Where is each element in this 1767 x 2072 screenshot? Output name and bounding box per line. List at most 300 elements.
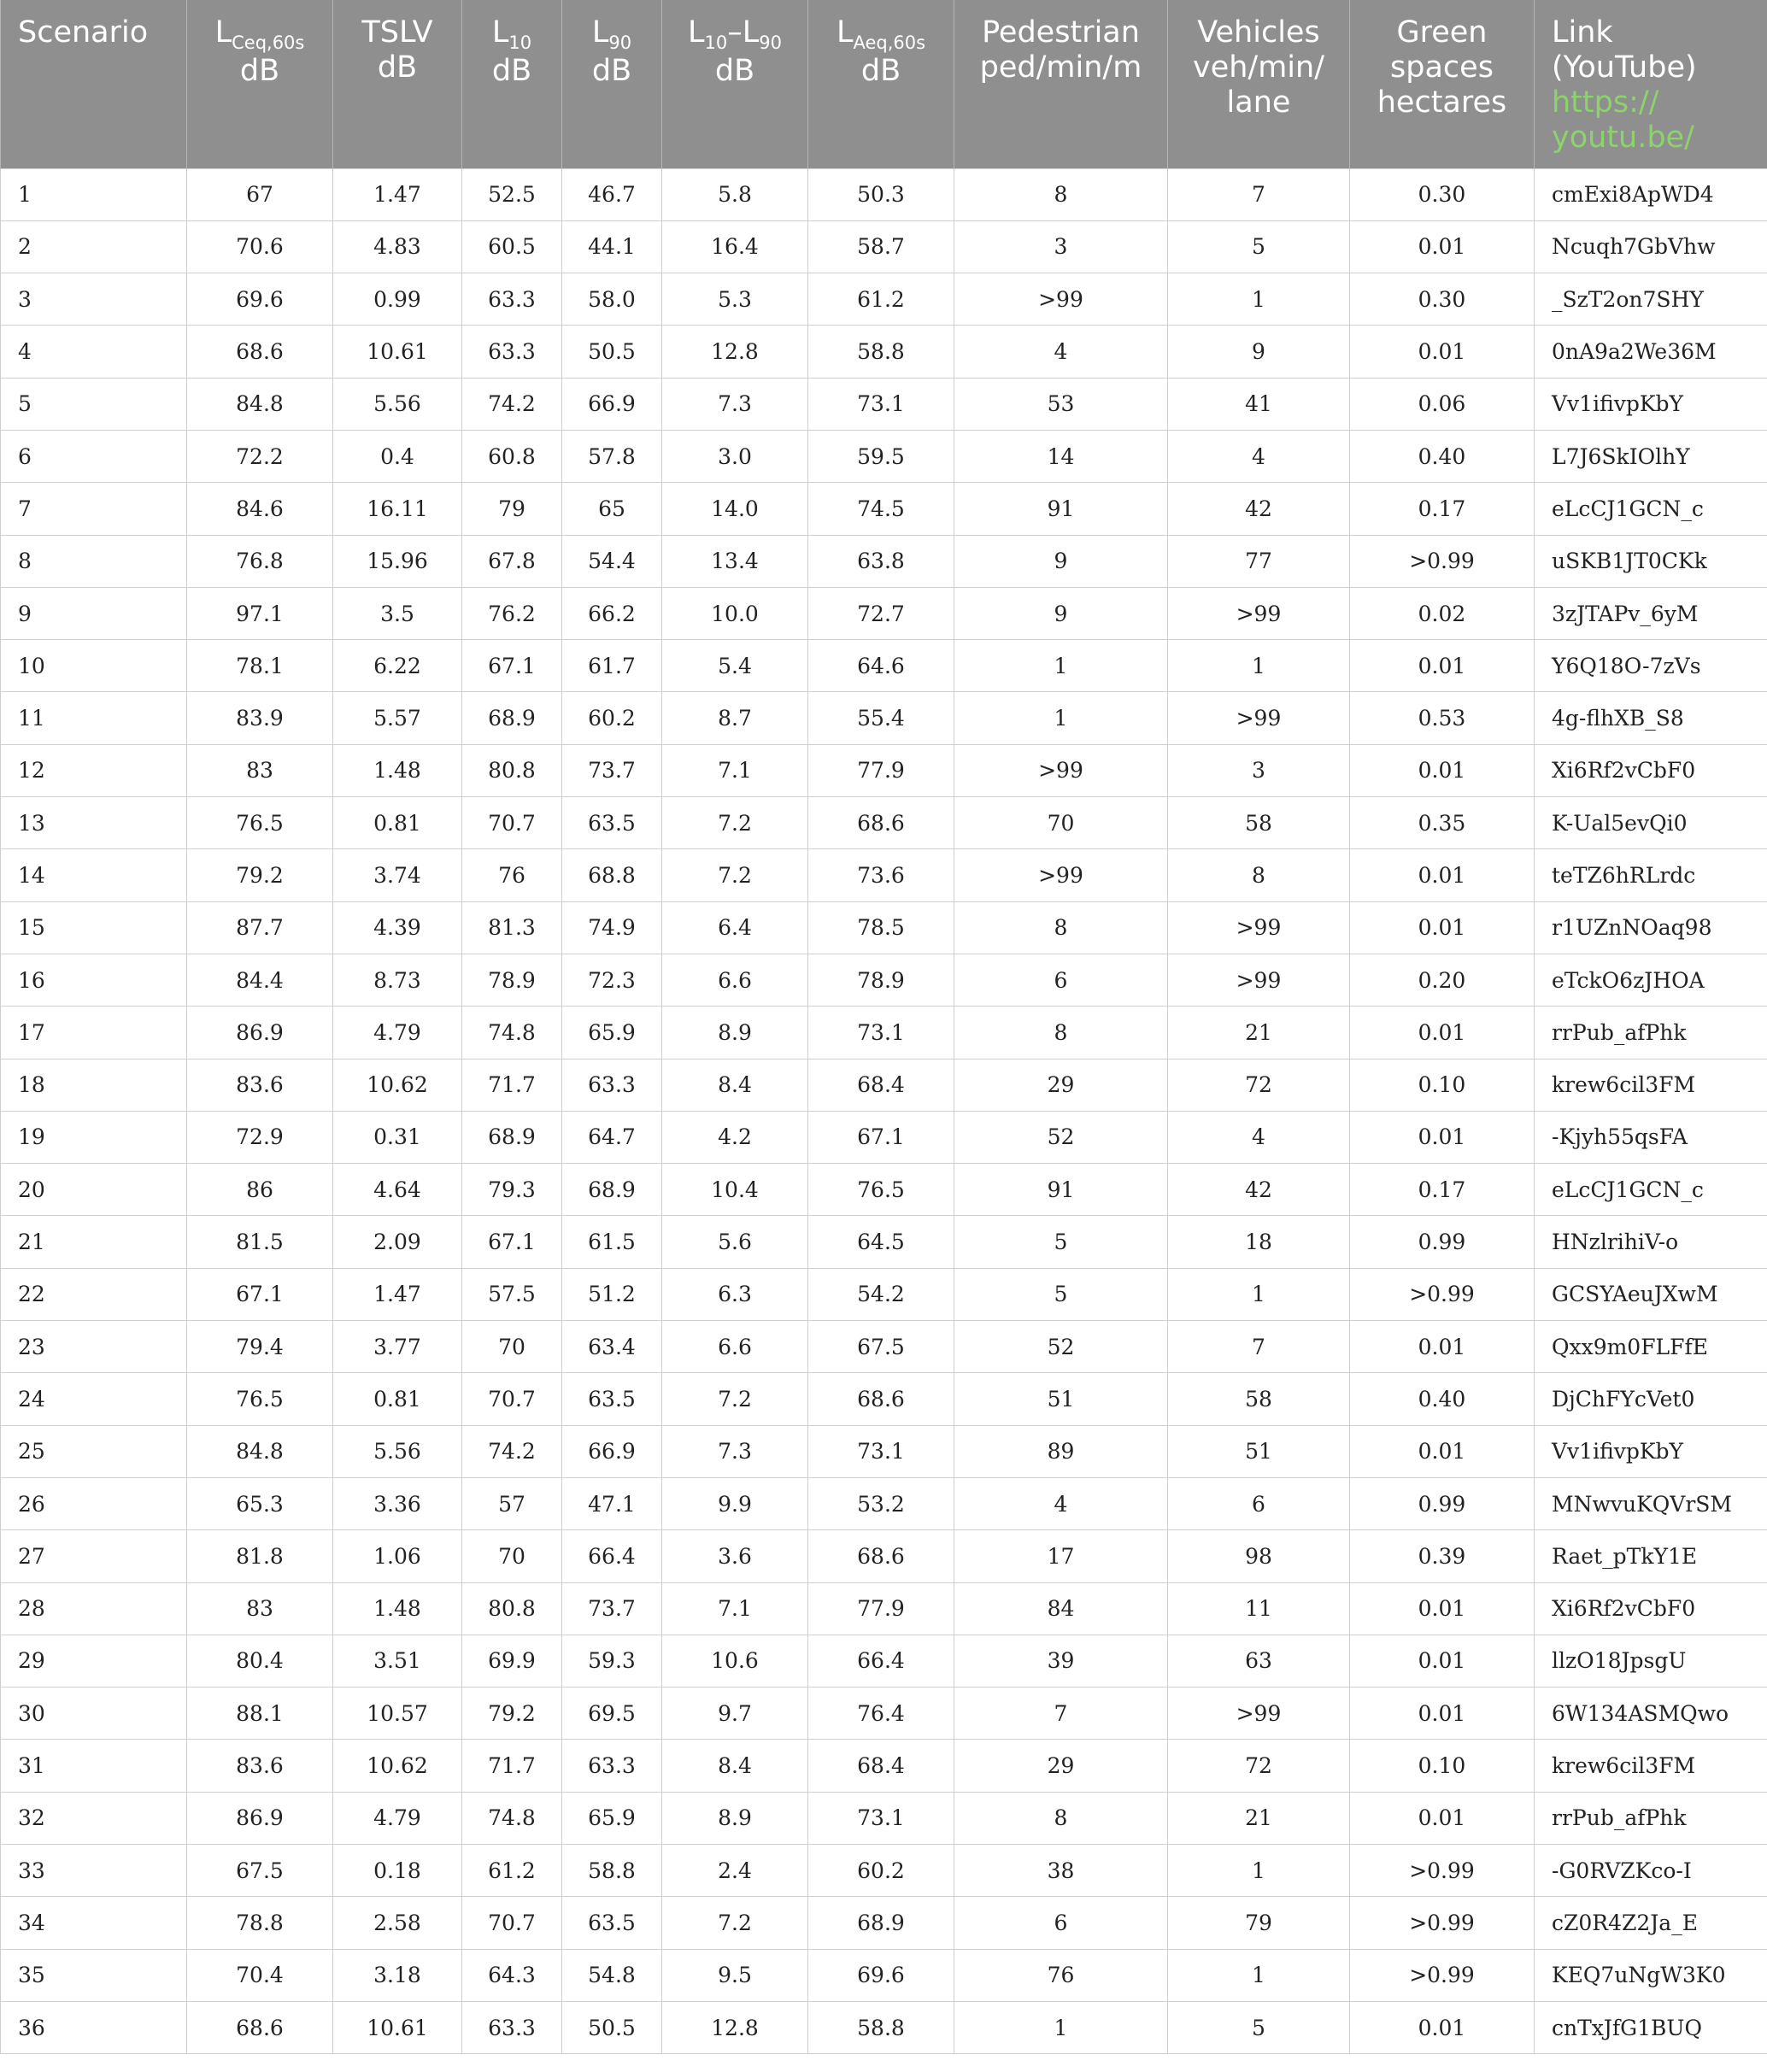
cell-tslv: 1.48	[333, 1582, 462, 1635]
cell-laeq: 73.1	[808, 1007, 954, 1059]
cell-vehicles: 77	[1168, 535, 1350, 587]
table-row	[1, 1373, 1767, 1425]
cell-laeq: 76.5	[808, 1164, 954, 1216]
header-green-line2: spaces	[1390, 50, 1494, 85]
cell-green-spaces: 0.10	[1350, 1740, 1535, 1792]
cell-l10-l90: 10.0	[662, 587, 808, 639]
cell-l10-l90: 3.6	[662, 1530, 808, 1582]
cell-laeq: 60.2	[808, 1845, 954, 1897]
table-row	[1, 1164, 1767, 1216]
cell-scenario: 14	[1, 849, 187, 901]
header-l10-l90	[662, 0, 808, 168]
table-row	[1, 1268, 1767, 1320]
cell-l10-l90: 5.4	[662, 640, 808, 692]
header-tslv	[333, 0, 462, 168]
cell-scenario: 10	[1, 640, 187, 692]
cell-l10: 60.5	[462, 220, 562, 273]
cell-l90: 66.4	[562, 1530, 662, 1582]
cell-lceq: 84.4	[187, 954, 333, 1006]
header-laeq-unit: dB	[860, 54, 901, 88]
cell-l90: 73.7	[562, 744, 662, 796]
cell-green-spaces: 0.39	[1350, 1530, 1535, 1582]
cell-l10: 70	[462, 1530, 562, 1582]
cell-l10: 63.3	[462, 326, 562, 378]
cell-scenario: 21	[1, 1216, 187, 1268]
header-l90-unit: dB	[591, 54, 632, 88]
cell-tslv: 1.47	[333, 168, 462, 220]
cell-l90: 59.3	[562, 1635, 662, 1687]
cell-tslv: 16.11	[333, 483, 462, 535]
cell-l10: 79.2	[462, 1688, 562, 1740]
cell-tslv: 4.39	[333, 901, 462, 954]
cell-lceq: 86.9	[187, 1007, 333, 1059]
cell-l10: 69.9	[462, 1635, 562, 1687]
cell-vehicles: 8	[1168, 849, 1350, 901]
cell-lceq: 83.6	[187, 1740, 333, 1792]
cell-scenario: 11	[1, 692, 187, 744]
cell-tslv: 3.18	[333, 1949, 462, 2001]
cell-scenario: 16	[1, 954, 187, 1006]
cell-green-spaces: 0.01	[1350, 1321, 1535, 1373]
header-green-spaces	[1350, 0, 1535, 168]
header-link-url-line1[interactable]: https://	[1552, 85, 1659, 120]
cell-l10: 60.8	[462, 430, 562, 482]
cell-lceq: 84.6	[187, 483, 333, 535]
cell-link: Ncuqh7GbVhw	[1535, 220, 1767, 273]
cell-tslv: 6.22	[333, 640, 462, 692]
cell-vehicles: 5	[1168, 220, 1350, 273]
table-body	[1, 168, 1767, 2054]
header-l10-unit: dB	[491, 54, 532, 88]
cell-l10: 79	[462, 483, 562, 535]
cell-pedestrian: 51	[954, 1373, 1168, 1425]
header-scenario	[1, 0, 187, 168]
cell-l10: 67.1	[462, 640, 562, 692]
cell-vehicles: >99	[1168, 1688, 1350, 1740]
cell-green-spaces: 0.01	[1350, 1425, 1535, 1477]
cell-l10: 78.9	[462, 954, 562, 1006]
cell-laeq: 67.5	[808, 1321, 954, 1373]
cell-l90: 66.9	[562, 378, 662, 430]
cell-l10: 74.8	[462, 1792, 562, 1844]
table-row	[1, 2001, 1767, 2053]
cell-scenario: 4	[1, 326, 187, 378]
cell-vehicles: 63	[1168, 1635, 1350, 1687]
cell-pedestrian: 29	[954, 1059, 1168, 1111]
cell-vehicles: 5	[1168, 2001, 1350, 2053]
cell-l90: 64.7	[562, 1111, 662, 1163]
cell-laeq: 73.1	[808, 378, 954, 430]
cell-vehicles: >99	[1168, 901, 1350, 954]
cell-l90: 54.8	[562, 1949, 662, 2001]
cell-lceq: 83.6	[187, 1059, 333, 1111]
cell-l10-l90: 9.9	[662, 1477, 808, 1529]
cell-lceq: 84.8	[187, 1425, 333, 1477]
header-vehicles-line1: Vehicles	[1197, 15, 1320, 50]
cell-l10: 57.5	[462, 1268, 562, 1320]
cell-pedestrian: 39	[954, 1635, 1168, 1687]
cell-l10-l90: 7.2	[662, 1373, 808, 1425]
cell-vehicles: 11	[1168, 1582, 1350, 1635]
cell-pedestrian: 8	[954, 901, 1168, 954]
cell-l10: 70.7	[462, 797, 562, 849]
cell-laeq: 68.4	[808, 1059, 954, 1111]
cell-scenario: 22	[1, 1268, 187, 1320]
cell-pedestrian: 91	[954, 483, 1168, 535]
cell-laeq: 68.4	[808, 1740, 954, 1792]
cell-l90: 63.4	[562, 1321, 662, 1373]
cell-pedestrian: 9	[954, 535, 1168, 587]
cell-link: eTckO6zJHOA	[1535, 954, 1767, 1006]
cell-vehicles: >99	[1168, 587, 1350, 639]
table-row	[1, 1477, 1767, 1529]
cell-l10-l90: 7.2	[662, 797, 808, 849]
cell-l10: 70	[462, 1321, 562, 1373]
header-l10l90-symbol-2: L	[742, 15, 760, 50]
table-row	[1, 1530, 1767, 1582]
header-laeq	[808, 0, 954, 168]
cell-green-spaces: 0.99	[1350, 1477, 1535, 1529]
cell-tslv: 0.18	[333, 1845, 462, 1897]
cell-vehicles: 72	[1168, 1059, 1350, 1111]
cell-vehicles: 18	[1168, 1216, 1350, 1268]
header-laeq-subscript: Aeq,60s	[853, 32, 926, 53]
cell-laeq: 73.1	[808, 1425, 954, 1477]
table-row	[1, 1425, 1767, 1477]
header-laeq-symbol: L	[836, 15, 854, 50]
cell-l10: 80.8	[462, 744, 562, 796]
cell-pedestrian: 29	[954, 1740, 1168, 1792]
cell-lceq: 83	[187, 1582, 333, 1635]
cell-tslv: 0.31	[333, 1111, 462, 1163]
cell-l10-l90: 8.9	[662, 1792, 808, 1844]
cell-l10-l90: 7.1	[662, 744, 808, 796]
cell-laeq: 64.5	[808, 1216, 954, 1268]
cell-laeq: 68.6	[808, 1373, 954, 1425]
cell-green-spaces: 0.30	[1350, 273, 1535, 326]
cell-l90: 60.2	[562, 692, 662, 744]
cell-green-spaces: 0.17	[1350, 483, 1535, 535]
cell-green-spaces: 0.01	[1350, 2001, 1535, 2053]
cell-l90: 65.9	[562, 1792, 662, 1844]
cell-lceq: 79.2	[187, 849, 333, 901]
cell-green-spaces: 0.01	[1350, 744, 1535, 796]
cell-lceq: 76.8	[187, 535, 333, 587]
header-l10l90-unit: dB	[714, 54, 755, 88]
header-tslv-unit: dB	[377, 50, 418, 85]
cell-link: r1UZnNOaq98	[1535, 901, 1767, 954]
cell-tslv: 3.74	[333, 849, 462, 901]
cell-vehicles: 4	[1168, 430, 1350, 482]
cell-link: _SzT2on7SHY	[1535, 273, 1767, 326]
cell-pedestrian: 6	[954, 1897, 1168, 1949]
cell-l90: 68.9	[562, 1164, 662, 1216]
cell-scenario: 32	[1, 1792, 187, 1844]
cell-laeq: 78.9	[808, 954, 954, 1006]
cell-tslv: 1.47	[333, 1268, 462, 1320]
cell-lceq: 70.6	[187, 220, 333, 273]
table-row	[1, 849, 1767, 901]
header-l90	[562, 0, 662, 168]
cell-l10: 71.7	[462, 1059, 562, 1111]
cell-l90: 63.5	[562, 1897, 662, 1949]
cell-green-spaces: 0.53	[1350, 692, 1535, 744]
cell-tslv: 4.79	[333, 1792, 462, 1844]
cell-l90: 65.9	[562, 1007, 662, 1059]
cell-green-spaces: 0.02	[1350, 587, 1535, 639]
cell-laeq: 77.9	[808, 1582, 954, 1635]
cell-l10-l90: 8.4	[662, 1059, 808, 1111]
cell-tslv: 4.83	[333, 220, 462, 273]
table-row	[1, 692, 1767, 744]
header-lceq-symbol: L	[214, 15, 232, 50]
cell-tslv: 3.36	[333, 1477, 462, 1529]
cell-pedestrian: >99	[954, 273, 1168, 326]
cell-green-spaces: 0.01	[1350, 1635, 1535, 1687]
cell-l10-l90: 8.7	[662, 692, 808, 744]
cell-laeq: 74.5	[808, 483, 954, 535]
table-row	[1, 1111, 1767, 1163]
cell-laeq: 73.6	[808, 849, 954, 901]
cell-lceq: 83.9	[187, 692, 333, 744]
cell-pedestrian: >99	[954, 744, 1168, 796]
cell-pedestrian: 6	[954, 954, 1168, 1006]
cell-lceq: 69.6	[187, 273, 333, 326]
cell-lceq: 72.9	[187, 1111, 333, 1163]
cell-tslv: 1.48	[333, 744, 462, 796]
cell-scenario: 18	[1, 1059, 187, 1111]
cell-green-spaces: >0.99	[1350, 1845, 1535, 1897]
cell-link: DjChFYcVet0	[1535, 1373, 1767, 1425]
cell-green-spaces: >0.99	[1350, 1268, 1535, 1320]
cell-scenario: 13	[1, 797, 187, 849]
cell-pedestrian: 76	[954, 1949, 1168, 2001]
cell-l10-l90: 7.2	[662, 1897, 808, 1949]
cell-tslv: 10.62	[333, 1740, 462, 1792]
cell-l10: 74.2	[462, 1425, 562, 1477]
cell-pedestrian: 4	[954, 326, 1168, 378]
cell-scenario: 25	[1, 1425, 187, 1477]
cell-vehicles: 1	[1168, 1845, 1350, 1897]
cell-vehicles: 42	[1168, 483, 1350, 535]
header-l10l90-dash: –	[727, 15, 743, 50]
cell-tslv: 4.64	[333, 1164, 462, 1216]
cell-scenario: 19	[1, 1111, 187, 1163]
cell-link: uSKB1JT0CKk	[1535, 535, 1767, 587]
cell-pedestrian: 52	[954, 1321, 1168, 1373]
cell-lceq: 87.7	[187, 901, 333, 954]
cell-l10-l90: 7.3	[662, 378, 808, 430]
cell-green-spaces: 0.17	[1350, 1164, 1535, 1216]
header-pedestrian	[954, 0, 1168, 168]
cell-l10-l90: 4.2	[662, 1111, 808, 1163]
table-row	[1, 1792, 1767, 1844]
cell-green-spaces: 0.01	[1350, 1792, 1535, 1844]
cell-laeq: 63.8	[808, 535, 954, 587]
table-row	[1, 535, 1767, 587]
cell-pedestrian: 84	[954, 1582, 1168, 1635]
table-row	[1, 587, 1767, 639]
cell-l90: 47.1	[562, 1477, 662, 1529]
cell-tslv: 8.73	[333, 954, 462, 1006]
cell-laeq: 55.4	[808, 692, 954, 744]
cell-scenario: 12	[1, 744, 187, 796]
cell-lceq: 86.9	[187, 1792, 333, 1844]
cell-laeq: 68.6	[808, 797, 954, 849]
cell-l10-l90: 14.0	[662, 483, 808, 535]
header-scenario-label: Scenario	[18, 15, 149, 50]
cell-tslv: 0.4	[333, 430, 462, 482]
cell-l10-l90: 6.4	[662, 901, 808, 954]
table-row	[1, 1216, 1767, 1268]
cell-pedestrian: 89	[954, 1425, 1168, 1477]
cell-tslv: 3.77	[333, 1321, 462, 1373]
cell-l90: 66.2	[562, 587, 662, 639]
cell-link: cZ0R4Z2Ja_E	[1535, 1897, 1767, 1949]
cell-tslv: 5.56	[333, 378, 462, 430]
table-row	[1, 1949, 1767, 2001]
cell-pedestrian: 1	[954, 2001, 1168, 2053]
table-row	[1, 1897, 1767, 1949]
cell-scenario: 30	[1, 1688, 187, 1740]
cell-lceq: 68.6	[187, 2001, 333, 2053]
cell-vehicles: 9	[1168, 326, 1350, 378]
cell-link: teTZ6hRLrdc	[1535, 849, 1767, 901]
header-link-line2: (YouTube)	[1552, 50, 1697, 85]
cell-tslv: 10.61	[333, 326, 462, 378]
cell-vehicles: 79	[1168, 1897, 1350, 1949]
cell-laeq: 72.7	[808, 587, 954, 639]
cell-pedestrian: 8	[954, 1007, 1168, 1059]
cell-green-spaces: 0.01	[1350, 901, 1535, 954]
cell-link: Vv1ifivpKbY	[1535, 1425, 1767, 1477]
cell-l10-l90: 12.8	[662, 326, 808, 378]
cell-l10: 68.9	[462, 692, 562, 744]
cell-vehicles: 1	[1168, 1949, 1350, 2001]
cell-vehicles: 41	[1168, 378, 1350, 430]
cell-link: Raet_pTkY1E	[1535, 1530, 1767, 1582]
cell-green-spaces: 0.01	[1350, 1007, 1535, 1059]
cell-pedestrian: 52	[954, 1111, 1168, 1163]
cell-green-spaces: 0.99	[1350, 1216, 1535, 1268]
cell-l10: 80.8	[462, 1582, 562, 1635]
cell-pedestrian: 38	[954, 1845, 1168, 1897]
cell-laeq: 58.8	[808, 326, 954, 378]
cell-scenario: 8	[1, 535, 187, 587]
cell-lceq: 86	[187, 1164, 333, 1216]
cell-l10-l90: 5.8	[662, 168, 808, 220]
cell-green-spaces: 0.01	[1350, 849, 1535, 901]
cell-pedestrian: 4	[954, 1477, 1168, 1529]
cell-l90: 63.3	[562, 1740, 662, 1792]
cell-pedestrian: 9	[954, 587, 1168, 639]
cell-scenario: 7	[1, 483, 187, 535]
table-row	[1, 430, 1767, 482]
cell-laeq: 58.7	[808, 220, 954, 273]
cell-l10-l90: 5.6	[662, 1216, 808, 1268]
table-row	[1, 640, 1767, 692]
cell-link: GCSYAeuJXwM	[1535, 1268, 1767, 1320]
table-row	[1, 1688, 1767, 1740]
cell-vehicles: 1	[1168, 1268, 1350, 1320]
header-pedestrian-line1: Pedestrian	[982, 15, 1140, 50]
cell-green-spaces: 0.40	[1350, 1373, 1535, 1425]
header-tslv-symbol: TSLV	[361, 15, 433, 50]
cell-pedestrian: 8	[954, 168, 1168, 220]
cell-laeq: 50.3	[808, 168, 954, 220]
cell-lceq: 81.8	[187, 1530, 333, 1582]
cell-scenario: 9	[1, 587, 187, 639]
cell-vehicles: 6	[1168, 1477, 1350, 1529]
cell-green-spaces: 0.01	[1350, 1582, 1535, 1635]
cell-laeq: 78.5	[808, 901, 954, 954]
cell-link: krew6cil3FM	[1535, 1059, 1767, 1111]
table-row	[1, 168, 1767, 220]
cell-lceq: 97.1	[187, 587, 333, 639]
cell-lceq: 78.1	[187, 640, 333, 692]
cell-lceq: 81.5	[187, 1216, 333, 1268]
header-link	[1535, 0, 1767, 168]
header-l10-symbol: L	[491, 15, 509, 50]
cell-laeq: 68.6	[808, 1530, 954, 1582]
cell-green-spaces: 0.20	[1350, 954, 1535, 1006]
cell-l10-l90: 7.3	[662, 1425, 808, 1477]
header-link-url-line2[interactable]: youtu.be/	[1552, 120, 1694, 155]
table-row	[1, 1845, 1767, 1897]
cell-tslv: 4.79	[333, 1007, 462, 1059]
cell-laeq: 59.5	[808, 430, 954, 482]
header-l10l90-subscript-1: 10	[704, 32, 728, 53]
cell-l10: 63.3	[462, 2001, 562, 2053]
cell-l10-l90: 6.6	[662, 954, 808, 1006]
cell-l90: 61.5	[562, 1216, 662, 1268]
cell-l10: 70.7	[462, 1897, 562, 1949]
cell-link: rrPub_afPhk	[1535, 1007, 1767, 1059]
cell-laeq: 61.2	[808, 273, 954, 326]
cell-link: Qxx9m0FLFfE	[1535, 1321, 1767, 1373]
cell-lceq: 80.4	[187, 1635, 333, 1687]
cell-link: 4g-flhXB_S8	[1535, 692, 1767, 744]
header-lceq-subscript: Ceq,60s	[232, 32, 305, 53]
cell-green-spaces: 0.10	[1350, 1059, 1535, 1111]
cell-laeq: 69.6	[808, 1949, 954, 2001]
cell-l10: 67.8	[462, 535, 562, 587]
cell-l90: 69.5	[562, 1688, 662, 1740]
cell-l10-l90: 7.1	[662, 1582, 808, 1635]
cell-l10: 57	[462, 1477, 562, 1529]
header-pedestrian-line2: ped/min/m	[979, 50, 1142, 85]
cell-pedestrian: 14	[954, 430, 1168, 482]
cell-l10-l90: 9.7	[662, 1688, 808, 1740]
cell-tslv: 2.58	[333, 1897, 462, 1949]
cell-l10-l90: 3.0	[662, 430, 808, 482]
cell-green-spaces: 0.30	[1350, 168, 1535, 220]
cell-lceq: 84.8	[187, 378, 333, 430]
table-row	[1, 378, 1767, 430]
cell-scenario: 5	[1, 378, 187, 430]
cell-vehicles: 3	[1168, 744, 1350, 796]
cell-green-spaces: 0.01	[1350, 640, 1535, 692]
cell-link: K-Ual5evQi0	[1535, 797, 1767, 849]
cell-l10-l90: 10.6	[662, 1635, 808, 1687]
cell-vehicles: 98	[1168, 1530, 1350, 1582]
cell-tslv: 0.81	[333, 1373, 462, 1425]
cell-green-spaces: 0.06	[1350, 378, 1535, 430]
cell-green-spaces: 0.01	[1350, 1688, 1535, 1740]
header-l90-subscript: 90	[608, 32, 632, 53]
cell-vehicles: 7	[1168, 168, 1350, 220]
cell-laeq: 68.9	[808, 1897, 954, 1949]
